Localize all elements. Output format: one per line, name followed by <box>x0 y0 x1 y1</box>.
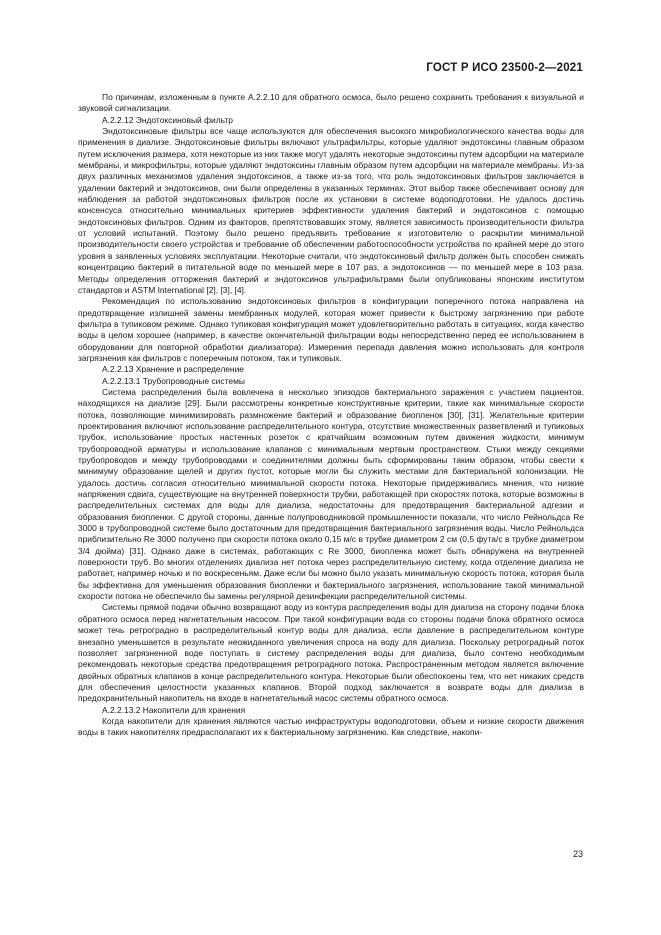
section-heading-storage-distribution: А.2.2.13 Хранение и распределение <box>102 364 244 375</box>
section-heading-piping-systems: А.2.2.13.1 Трубопроводные системы <box>102 375 245 386</box>
paragraph-distribution-system: Система распределения была вовлечена в несколько эпизодов бактериального заражения с участием пациентов, находящихся на диализе [29]. Были рассмотрены конкретные конструктивные критерии, такие как минимальные скорости потока, позволяющие минимизировать размножение бактерий и образование биопленок [30], [31]. Желательные критерии проектирования включают использование распределительного контура, отсутствие множественных разветвлений и тупиковых трубок, использование простых настенных розеток с кратчайшим возможным путем движения жидкости, минимум трубопроводной арматуры и использование клапанов с минимальным мертвым пространством. Стыки между секциями трубопроводов и между трубопроводами и соединителями должны быть сформированы таким образом, чтобы свести к минимуму образование щелей и других пустот, которые могли бы служить местами для бактериальной колонизации. Не удалось достичь согласия относительно минимальной скорости потока. Некоторые придерживались мнения, что низкие напряжения сдвига, существующие на внутренней поверхности трубки, работающей при скоростях потока, которые возможны в распределительных системах для воды для диализа, недостаточны для предотвращения бактериальной адгезии и образования биопленки. С другой стороны, данные полупроводниковой промышленности показали, что число Рейнольдса Re 3000 в трубопроводной системе было достаточным для предотвращения бактериального загрязнения воды. Число Рейнольдса приблизительно Re 3000 получено при скорости потока около 0,15 м/с в трубке диаметром 2 см (0,5 фута/с в трубке диаметром 3/4 дюйма) [31]. Однако даже в системах, работающих с Re 3000, биопленка может быть обнаружена на внутренней поверхности труб. Во многих отделениях диализа нет потока через распределительную систему, когда отделение диализа не работает, например ночью и по воскресеньям. Даже если бы можно было указать минимальную скорость потока, которая была бы эффективна для уменьшения образования биопленки и бактериального загрязнения, использование такой минимальной скорости потока не обеспечило бы замены регулярной дезинфекции распределительной системы. <box>78 386 584 602</box>
section-heading-storage-tanks: А.2.2.13.2 Накопители для хранения <box>102 704 246 715</box>
paragraph-endotoxin-filters: Эндотоксиновые фильтры все чаще используются для обеспечения высокого микробиологического качества воды для применения в диализе. Эндотоксиновые фильтры включают ультрафильтры, которые удаляют эндотоксины главным образом путем исключения размера, хотя некоторые из них также могут удалять некоторые эндотоксины путем адсорбции на материале мембраны, и микрофильтры, которые удаляют эндотоксины главным образом путем адсорбции на материале мембраны. Из-за двух различных механизмов удаления эндотоксинов, а также из-за того, что роль эндотоксиновых фильтров заключается в удалении бактерий и эндотоксинов, они были определены в указанных терминах. Этот выбор также обеспечивает основу для наблюдения за работой эндотоксиновых фильтров после их установки в системе водоподготовки. Не удалось достичь консенсуса относительно минимальных критериев эффективности удаления бактерий и эндотоксинов с помощью эндотоксиновых фильтров. Одним из факторов, препятствовавших этому, является зависимость производительности фильтра от условий испытаний. Поэтому было решено предъявить требование к изготовителю о раскрытии минимальной производительности своего устройства и требование об обеспечении работоспособности устройства по крайней мере до этого уровня в заявленных условиях эксплуатации. Некоторые считали, что эндотоксиновый фильтр должен быть способен снижать концентрацию бактерий в питательной воде по меньшей мере в 107 раз, а эндотоксинов — по меньшей мере в 103 раза. Методы определения отторжения бактерий и эндотоксинов ультрафильтрами были опубликованы японским институтом стандартов и ASTM International [2], [3], [4]. <box>78 126 584 295</box>
paragraph-reverse-osmosis-alarms: По причинам, изложенным в пункте А.2.2.10 для обратного осмоса, было решено сохранить требования к визуальной и звуковой сигнализации. <box>78 92 584 114</box>
page-body <box>78 92 584 739</box>
paragraph-direct-feed-systems: Системы прямой подачи обычно возвращают воду из контура распределения воды для диализа на сторону подачи блока обратного осмоса перед нагнетательным насосом. При такой конфигурации вода со стороны подачи блока обратного осмоса может течь ретроградно в распределительный контур воды для диализа, если давление в распределительном контуре внезапно уменьшается в результате неожиданного увеличения спроса на воду для диализа. Поскольку ретроградный поток позволяет загрязненной воде поступать в систему распределения воды для диализа, было сочтено необходимым рекомендовать некоторые средства предотвращения ретроградного потока. Распространенным методом является включение двойных обратных клапанов в конце распределительного контура. Некоторые были обеспокоены тем, что нет никаких средств для обеспечения целостности указанных клапанов. Второй подход заключается в возврате воды для диализа в предохранительный накопитель на входе в нагнетательный насос системы обратного осмоса. <box>78 602 584 704</box>
document-header: ГОСТ Р ИСО 23500-2—2021 <box>426 62 583 74</box>
section-heading-endotoxin-filter: А.2.2.12 Эндотоксиновый фильтр <box>102 114 233 125</box>
page-number: 23 <box>572 849 583 859</box>
paragraph-storage-tanks: Когда накопители для хранения являются частью инфраструктуры водоподготовки, объем и низкие скорости движения воды в таких накопителях предрасполагают их к бактериальному загрязнению. Как следствие, накопи- <box>78 715 584 738</box>
paragraph-crossflow-recommendation: Рекомендация по использованию эндотоксиновых фильтров в конфигурации поперечного потока направлена на предотвращение излишней замены мембранных модулей, которая может привести к быстрому загрязнению при работе фильтра в тупиковом режиме. Однако тупиковая конфигурация может удовлетворительно работать в ситуациях, когда качество воды в целом хорошее (например, в качестве окончательной фильтрации воды непосредственно перед ее использованием в оборудовании для повторной обработки диализатора). Измерения перепада давления можно использовать для контроля загрязнения как фильтров с поперечным потоком, так и тупиковых. <box>78 296 584 363</box>
